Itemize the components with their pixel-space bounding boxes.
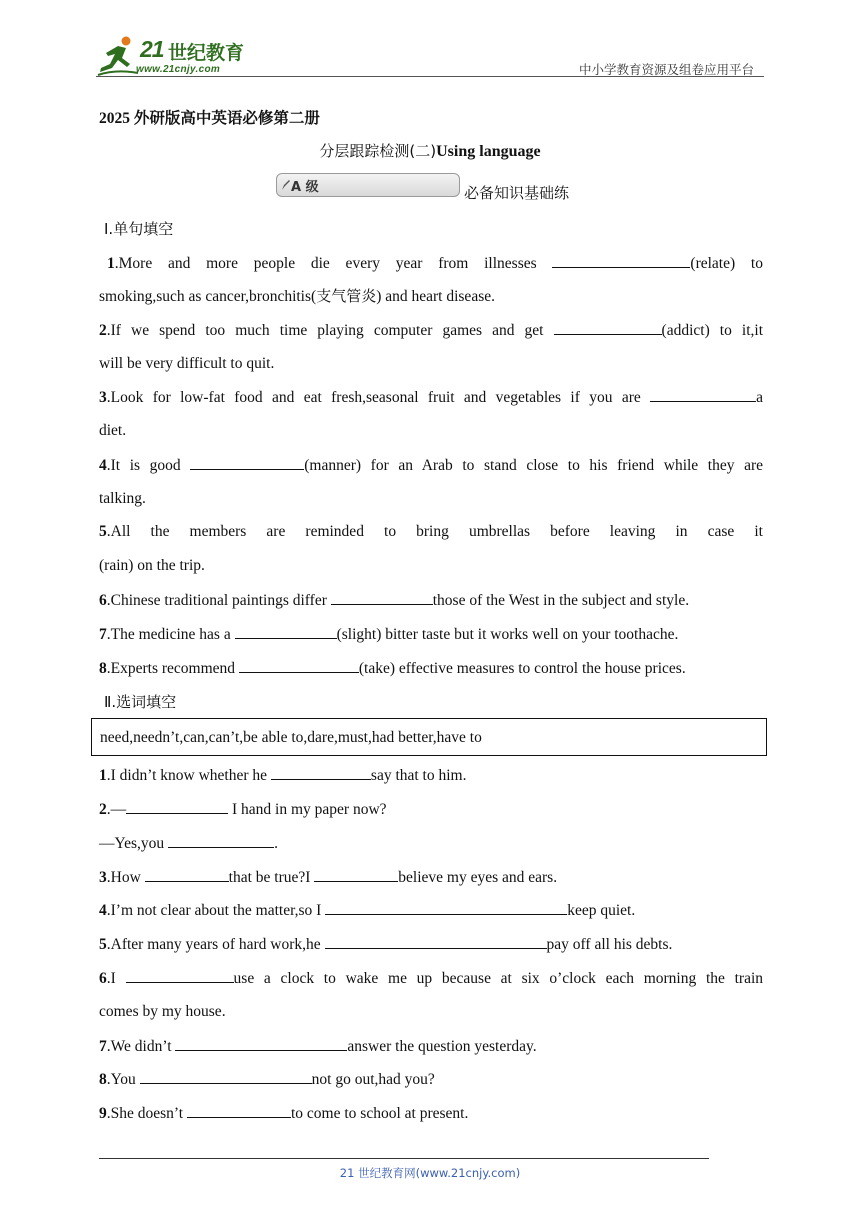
s2-q6-line2: comes by my house.	[99, 1003, 226, 1020]
s2-q8: 8.You not go out,had you?	[99, 1071, 435, 1088]
answer-blank[interactable]	[554, 320, 662, 335]
s1-q3-line1: 3.Look for low-fat food and eat fresh,seasonal fruit and vegetables if you are a	[99, 389, 763, 406]
pencil-icon	[281, 179, 291, 191]
answer-blank[interactable]	[650, 387, 756, 402]
s1-q7: 7.The medicine has a (slight) bitter taste but it works well on your toothache.	[99, 626, 679, 643]
answer-blank[interactable]	[552, 253, 690, 268]
answer-blank[interactable]	[190, 455, 304, 470]
word-bank-box: need,needn’t,can,can’t,be able to,dare,must,had better,have to	[91, 718, 767, 756]
footer-divider	[99, 1158, 709, 1159]
s1-q5-line1: 5.All the members are reminded to bring umbrellas before leaving in case it	[99, 523, 763, 540]
answer-blank[interactable]	[271, 765, 371, 780]
s2-q5: 5.After many years of hard work,he pay off all his debts.	[99, 936, 673, 953]
answer-blank[interactable]	[187, 1103, 291, 1118]
answer-blank[interactable]	[168, 833, 274, 848]
platform-text: 中小学教育资源及组卷应用平台	[578, 62, 754, 77]
s2-q2-line1: 2.— I hand in my paper now?	[99, 801, 387, 818]
s2-q9: 9.She doesn’t to come to school at present.	[99, 1105, 469, 1122]
answer-blank[interactable]	[331, 590, 433, 605]
s1-q3-line2: diet.	[99, 422, 127, 439]
answer-blank[interactable]	[175, 1036, 347, 1051]
s1-q4-line1: 4.It is good (manner) for an Arab to stand close to his friend while they are	[99, 457, 764, 474]
answer-blank[interactable]	[314, 867, 398, 882]
s1-q8: 8.Experts recommend (take) effective measures to control the house prices.	[99, 660, 686, 677]
section-2-heading: Ⅱ.选词填空	[104, 693, 177, 711]
s1-q1-line2: smoking,such as cancer,bronchitis(支气管炎) and heart disease.	[99, 287, 495, 305]
answer-blank[interactable]	[325, 900, 567, 915]
s2-q1: 1.I didn’t know whether he say that to him.	[99, 767, 467, 784]
s2-q7: 7.We didn’t answer the question yesterday.	[99, 1038, 537, 1055]
logo-name: 世纪教育	[168, 42, 245, 64]
s1-q6: 6.Chinese traditional paintings differ those of the West in the subject and style.	[99, 592, 690, 609]
page-header	[96, 30, 762, 80]
header-divider	[96, 76, 764, 77]
answer-blank[interactable]	[126, 799, 228, 814]
section-1-heading: Ⅰ.单句填空	[104, 220, 174, 238]
site-logo[interactable]	[96, 34, 266, 78]
s2-q6-line1: 6.I use a clock to wake me up because at six o’clock each morning the train	[99, 970, 764, 987]
logo-url: www.21cnjy.com	[136, 64, 221, 75]
logo-number: 21	[140, 36, 164, 62]
runner-logo-icon	[96, 34, 140, 78]
answer-blank[interactable]	[325, 934, 547, 949]
document-title: 2025 外研版高中英语必修第二册	[99, 110, 320, 127]
answer-blank[interactable]	[239, 658, 359, 673]
s1-q2-line2: will be very difficult to quit.	[99, 355, 275, 372]
footer-link[interactable]: 21 世纪教育网(www.21cnjy.com)	[339, 1166, 521, 1180]
level-badge: A 级	[276, 173, 460, 197]
answer-blank[interactable]	[145, 867, 229, 882]
s2-q3: 3.How that be true?I believe my eyes and ears.	[99, 869, 558, 886]
level-description: 必备知识基础练	[464, 184, 570, 202]
answer-blank[interactable]	[140, 1069, 312, 1084]
answer-blank[interactable]	[235, 624, 337, 639]
s1-q5-line2: (rain) on the trip.	[99, 557, 205, 574]
s1-q1-line1: 1.More and more people die every year from illnesses (relate) to	[107, 255, 763, 272]
s2-q4: 4.I’m not clear about the matter,so I keep quiet.	[99, 902, 636, 919]
section-title: 分层跟踪检测(二)Using language	[319, 142, 541, 160]
answer-blank[interactable]	[126, 968, 234, 983]
s1-q2-line1: 2.If we spend too much time playing computer games and get (addict) to it,it	[99, 322, 763, 339]
s1-q4-line2: talking.	[99, 490, 146, 507]
s2-q2-line2: —Yes,you .	[99, 835, 278, 852]
